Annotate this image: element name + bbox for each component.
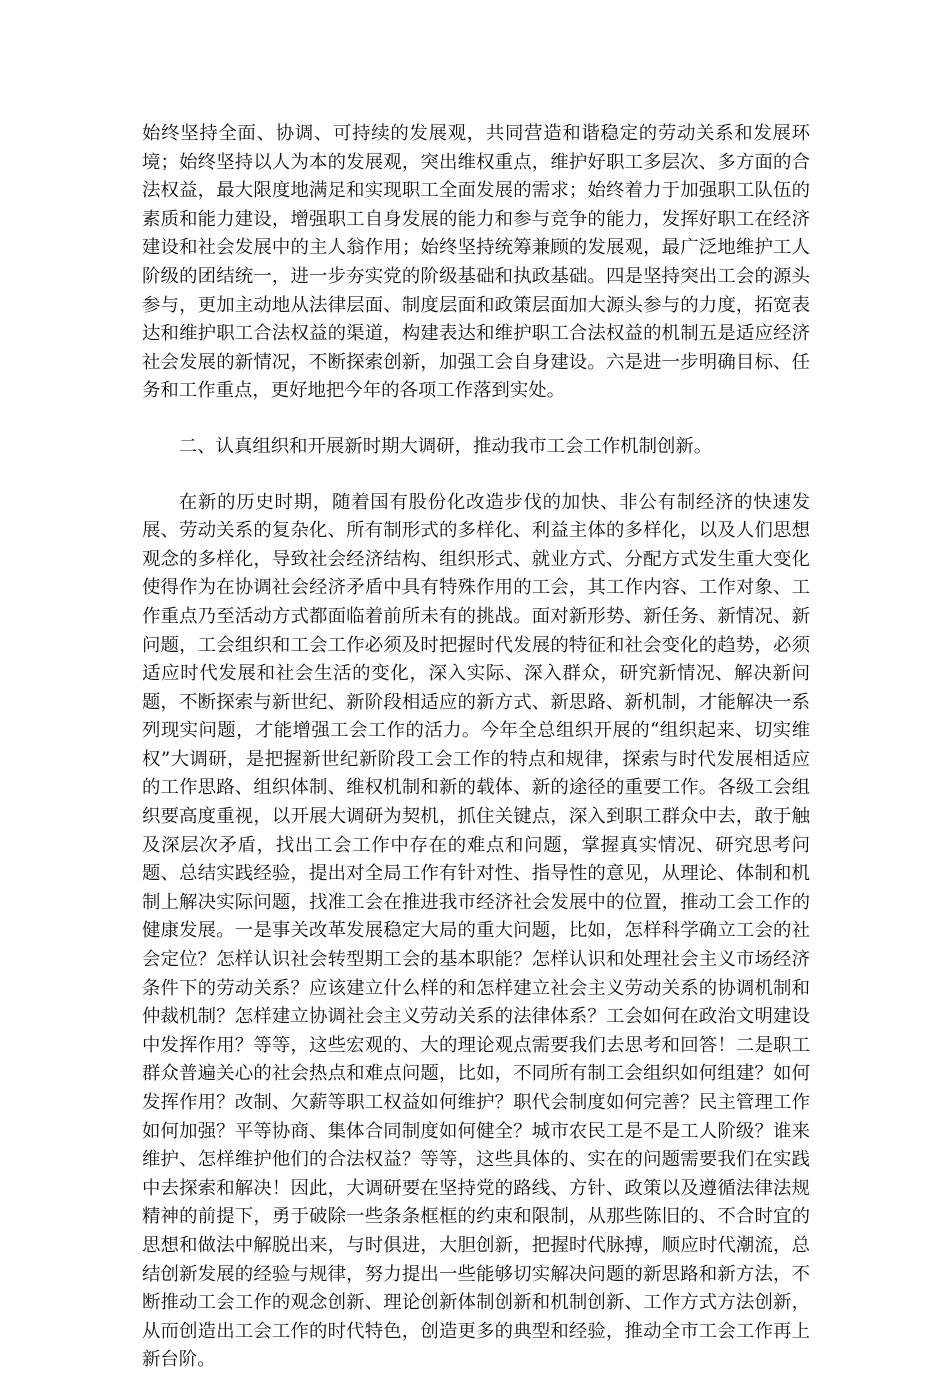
- section-heading: 二、认真组织和开展新时期大调研，推动我市工会工作机制创新。: [178, 435, 713, 457]
- paragraph-spacer: [142, 406, 810, 433]
- paragraph-spacer: [142, 462, 810, 489]
- body-paragraph-continued: 始终坚持全面、协调、可持续的发展观，共同营造和谐稳定的劳动关系和发展环境；始终坚持以人为本的发展观，突出维权重点，维护好职工多层次、多方面的合法权益，最大限度地满足和实现职工全面发展的需求；始终着力于加强职工队伍的素质和能力建设，增强职工自身发展的能力和参与竞争的能力，发挥好职工在经济建设和社会发展中的主人翁作用；始终坚持统筹兼顾的发展观，最广泛地维护工人阶级的团结统一，进一步夯实党的阶级基础和执政基础。四是坚持突出工会的源头参与，更加主动地从法律层面、制度层面和政策层面加大源头参与的力度，拓宽表达和维护职工合法权益的渠道，构建表达和维护职工合法权益的机制五是适应经济社会发展的新情况，不断探索创新，加强工会自身建设。六是进一步明确目标、任务和工作重点，更好地把今年的各项工作落到实处。: [142, 123, 810, 402]
- body-paragraph: 在新的历史时期，随着国有股份化改造步伐的加快、非公有制经济的快速发展、劳动关系的复杂化、所有制形式的多样化、利益主体的多样化，以及人们思想观念的多样化，导致社会经济结构、组织形式、就业方式、分配方式发生重大变化使得作为在协调社会经济矛盾中具有特殊作用的工会，其工作内容、工作对象、工作重点乃至活动方式都面临着前所未有的挑战。面对新形势、新任务、新情况、新问题，工会组织和工会工作必须及时把握时代发展的特征和社会变化的趋势，必须适应时代发展和社会生活的变化，深入实际、深入群众，研究新情况、解决新问题，不断探索与新世纪、新阶段相适应的新方式、新思路、新机制，才能解决一系列现实问题，才能增强工会工作的活力。今年全总组织开展的“组织起来、切实维权”大调研，是把握新世纪新阶段工会工作的特点和规律，探索与时代发展相适应的工作思路、组织体制、维权机制和新的载体、新的途径的重要工作。各级工会组织要高度重视，以开展大调研为契机，抓住关键点，深入到职工群众中去，敢于触及深层次矛盾，找出工会工作中存在的难点和问题，掌握真实情况、研究思考问题、总结实践经验，提出对全局工作有针对性、指导性的意见，从理论、体制和机制上解决实际问题，找准工会在推进我市经济社会发展中的位置，推动工会工作的健康发展。一是事关改革发展稳定大局的重大问题，比如，怎样科学确立工会的社会定位？怎样认识社会转型期工会的基本职能？怎样认识和处理社会主义市场经济条件下的劳动关系？应该建立什么样的和怎样建立社会主义劳动关系的协调机制和仲裁机制？怎样建立协调社会主义劳动关系的法律体系？工会如何在政治文明建设中发挥作用？等等，这些宏观的、大的理论观点需要我们去思考和回答！二是职工群众普遍关心的社会热点和难点问题，比如，不同所有制工会组织如何组建？如何发挥作用？改制、欠薪等职工权益如何维护？职代会制度如何完善？民主管理工作如何加强？平等协商、集体合同制度如何健全？城市农民工是不是工人阶级？谁来维护、怎样维护他们的合法权益？等等，这些具体的、实在的问题需要我们在实践中去探索和解决！因此，大调研要在坚持党的路线、方针、政策以及遵循法律法规精神的前提下，勇于破除一些条条框框的约束和限制，从那些陈旧的、不合时宜的思想和做法中解脱出来，与时俱进，大胆创新，把握时代脉搏，顺应时代潮流，总结创新发展的经验与规律，努力提出一些能够切实解决问题的新思路和新方法，不断推动工会工作的观念创新、理论创新体制创新和机制创新、工作方式方法创新，从而创造出工会工作的时代特色，创造更多的典型和经验，推动全市工会工作再上新台阶。: [142, 491, 810, 1371]
- document-page: [142, 120, 810, 1375]
